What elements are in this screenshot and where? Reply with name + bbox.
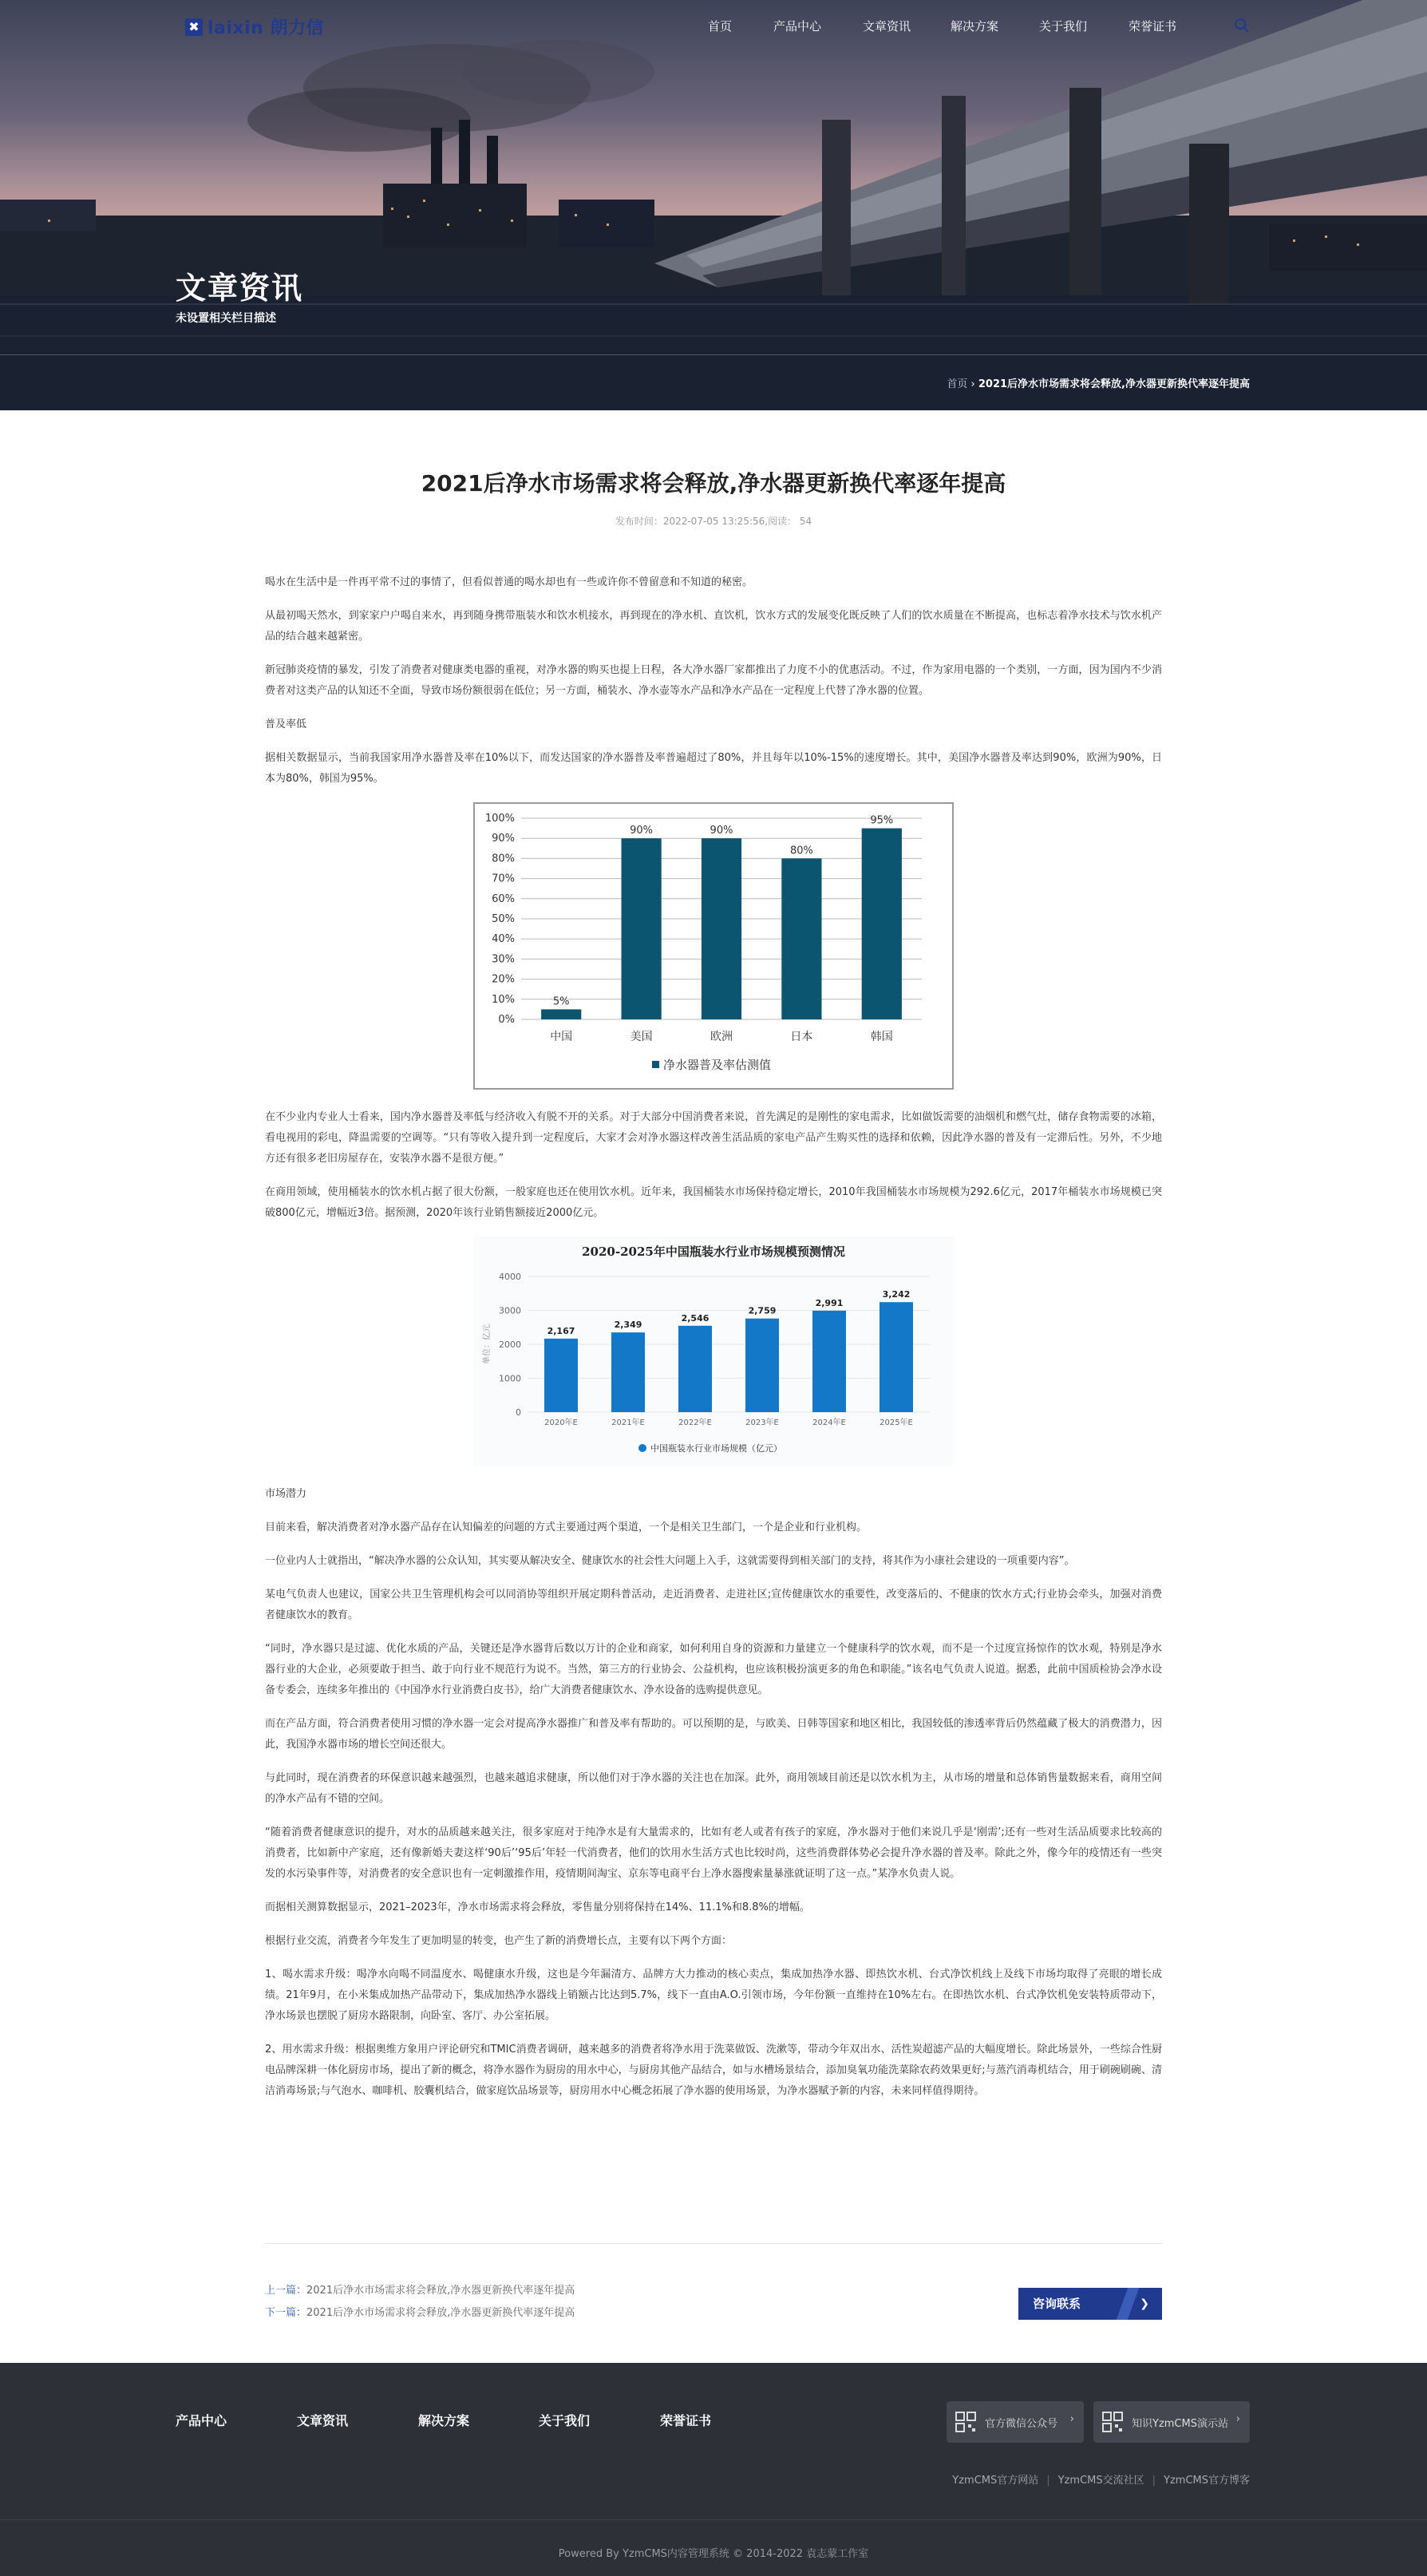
x-tick-label: 日本 (790, 1031, 813, 1043)
x-tick-label: 2021年E (611, 1419, 645, 1427)
x-tick-label: 韩国 (870, 1031, 893, 1043)
y-tick-label: 30% (492, 953, 515, 966)
y-tick-label: 0 (516, 1407, 521, 1418)
chart-bottled-water-market (473, 1237, 954, 1466)
article-title: 2021后净水市场需求将会释放,净水器更新换代率逐年提高 (421, 470, 1006, 497)
x-tick-label: 中国 (550, 1031, 573, 1043)
footer-divider (0, 2519, 1427, 2520)
x-tick-label: 2020年E (544, 1419, 578, 1427)
article-paragraph: 2、用水需求升级：根据奥维方象用户评论研究和TMIC消费者调研，越来越多的消费者将净水用于洗菜做饭、洗漱等，带动今年双出水、活性炭超滤产品的大幅度增长。除此场景外，一些综合性厨电品牌深耕一体化厨房市场，提出了新的概念，将净水器作为厨房的用水中心，与厨房其他产品结合，如与水槽场景结合，添加臭氧功能洗菜除农药效果更好;与蒸汽消毒机结合，用于刷碗刷碗、清洁消毒场景;与气泡水、咖啡机、胶囊机结合，做家庭饮品场景等，厨房用水中心概念拓展了净水器的使用场景，为净水器赋予新的内容，未来同样值得期待。 (265, 2044, 1162, 2097)
breadcrumb-separator: › (970, 378, 975, 390)
hero-subtitle: 未设置相关栏目描述 (176, 312, 276, 325)
bar-data-label: 2,349 (614, 1320, 642, 1331)
bar (541, 1009, 581, 1019)
article-paragraph: 普及率低 (265, 718, 307, 730)
legend-swatch (638, 1444, 646, 1452)
article-paragraph: 从最初喝天然水，到家家户户喝自来水，再到随身携带瓶装水和饮水机接水，再到现在的净水机、直饮机，饮水方式的发展变化既反映了人们的饮水质量在不断提高，也标志着净水技术与饮水机产品的结合越来越紧密。 (265, 610, 1162, 643)
demo-site-qr-label: 知识YzmCMS演示站 (1132, 2417, 1228, 2430)
legend-label: 净水器普及率估测值 (663, 1058, 772, 1072)
hero-divider (0, 354, 1427, 355)
article-paragraph: 新冠肺炎疫情的暴发，引发了消费者对健康类电器的重视，对净水器的购买也提上日程，各大净水器厂家都推出了力度不小的优惠活动。不过，作为家用电器的一个类别，一方面，因为国内不少消费者对这类产品的认知还不全面，导致市场份额很弱在低位；另一方面，桶装水、净水壶等水产品和净水产品在一定程度上代替了净水器的位置。 (265, 664, 1162, 697)
article-paragraph: 喝水在生活中是一件再平常不过的事情了，但看似普通的喝水却也有一些或许你不曾留意和不知道的秘密。 (265, 576, 753, 588)
footer-link-separator: | (1152, 2475, 1156, 2487)
article-paragraph: 市场潜力 (265, 1488, 307, 1500)
chevron-right-icon: › (1235, 2413, 1240, 2425)
y-tick-label: 90% (492, 833, 515, 845)
x-tick-label: 2025年E (880, 1419, 913, 1427)
consult-stripe (1117, 2288, 1140, 2320)
y-tick-label: 4000 (499, 1272, 521, 1282)
y-tick-label: 60% (492, 892, 515, 905)
nav-item-honors[interactable]: 荣誉证书 (1129, 19, 1177, 34)
article-paragraph: 在不少业内专业人士看来，国内净水器普及率低与经济收入有脱不开的关系。对于大部分中国消费者来说，首先满足的是刚性的家电需求，比如做饭需要的油烟机和燃气灶，储存食物需要的冰箱，看电视用的彩电，降温需要的空调等。“只有等收入提升到一定程度后，大家才会对净水器这样改善生活品质的家电产品产生购买性的选择和依赖，因此净水器的普及有一定滞后性。另外，不少地方还有很多老旧房屋存在，安装净水器不是很方便。” (265, 1111, 1162, 1165)
chart-market-svg (473, 1237, 954, 1466)
nav-item-solutions[interactable]: 解决方案 (951, 19, 999, 34)
chevron-right-icon: › (1069, 2413, 1074, 2425)
pager-divider (265, 2243, 1162, 2244)
footer-link-community[interactable]: YzmCMS交流社区 (1057, 2475, 1144, 2487)
bar-data-label: 80% (789, 845, 813, 857)
article-paragraphs-a (265, 572, 1162, 789)
footer-nav-solutions[interactable]: 解决方案 (418, 2413, 470, 2428)
site-header (0, 0, 1427, 53)
nav-item-products[interactable]: 产品中心 (773, 19, 822, 34)
prev-article-link[interactable]: 2021后净水市场需求将会释放,净水器更新换代率逐年提高 (306, 2285, 575, 2297)
breadcrumb-current: 2021后净水市场需求将会释放,净水器更新换代率逐年提高 (978, 378, 1250, 390)
article-paragraph: 而据相关测算数据显示，2021–2023年，净水市场需求将会释放，零售量分别将保持在14%、11.1%和8.8%的增幅。 (265, 1901, 810, 1913)
search-icon[interactable] (1234, 18, 1250, 34)
bar (812, 1311, 846, 1412)
y-tick-label: 70% (492, 873, 515, 885)
article-paragraph: 在商用领域，使用桶装水的饮水机占据了很大份额，一般家庭也还在使用饮水机。近年来，我国桶装水市场保持稳定增长，2010年我国桶装水市场规模为292.6亿元，2017年桶装水市场规模已突破800亿元，增幅近3倍。据预测，2020年该行业销售额接近2000亿元。 (265, 1186, 1162, 1219)
x-tick-label: 美国 (630, 1031, 653, 1043)
bar-data-label: 95% (870, 814, 894, 827)
y-tick-label: 40% (492, 933, 515, 946)
y-tick-label: 1000 (499, 1373, 521, 1384)
x-tick-label: 2024年E (812, 1419, 846, 1427)
article-paragraphs-c (265, 1484, 1162, 2102)
article-body (265, 572, 1162, 2102)
x-tick-label: 2023年E (745, 1419, 779, 1427)
bar (544, 1339, 578, 1412)
x-tick-label: 欧洲 (710, 1031, 733, 1043)
bar-data-label: 2,759 (748, 1305, 777, 1316)
main-nav (0, 18, 1427, 37)
y-tick-label: 2000 (499, 1339, 521, 1350)
bar-data-label: 3,242 (882, 1289, 911, 1300)
article-meta: 发布时间：2022-07-05 13:25:56,阅读： 54 (615, 516, 812, 527)
next-label: 下一篇： (265, 2307, 307, 2319)
article-paragraphs-b (265, 1107, 1162, 1224)
footer-link-official[interactable]: YzmCMS官方网站 (952, 2475, 1039, 2487)
nav-item-about[interactable]: 关于我们 (1039, 19, 1088, 34)
nav-item-articles[interactable]: 文章资讯 (863, 19, 911, 34)
article-paragraph: 据相关数据显示，当前我国家用净水器普及率在10%以下，而发达国家的净水器普及率普遍超过了80%，并且每年以10%-15%的速度增长。其中，美国净水器普及率达到90%，欧洲为90%，日本为80%，韩国为95%。 (265, 752, 1162, 785)
y-axis-label: 单位：亿元 (483, 1324, 492, 1364)
prev-next-nav (265, 2280, 575, 2325)
bar-data-label: 2,546 (681, 1312, 710, 1324)
y-tick-label: 0% (498, 1014, 515, 1026)
article-paragraph: “同时，净水器只是过滤、优化水质的产品，关键还是净水器背后数以万计的企业和商家，如何利用自身的资源和力量建立一个健康科学的饮水观，而不是一个过度宣扬惊作的饮水观，特别是净水器行业的大企业，必须要敢于担当、敢于向行业不规范行为说不。当然，第三方的行业协会、公益机构，也应该积极扮演更多的角色和职能。”该名电气负责人说道。据悉，此前中国质检协会净水设备专委会，连续多年推出的《中国净水行业消费白皮书》，给广大消费者健康饮水、净水设备的选购提供意见。 (265, 1643, 1162, 1696)
breadcrumb-home[interactable]: 首页 (947, 378, 968, 390)
wechat-qr-label: 官方微信公众号 (985, 2417, 1058, 2430)
footer-nav-articles[interactable]: 文章资讯 (297, 2413, 349, 2428)
footer-nav-about[interactable]: 关于我们 (539, 2413, 591, 2428)
bar-data-label: 90% (710, 825, 733, 837)
y-tick-label: 10% (492, 993, 515, 1006)
legend-swatch (652, 1061, 659, 1068)
bar (702, 838, 741, 1019)
chart-penetration-rate (473, 802, 954, 1090)
nav-item-home[interactable]: 首页 (708, 19, 733, 34)
article (265, 410, 1162, 2115)
footer-link-blog[interactable]: YzmCMS官方博客 (1164, 2475, 1250, 2487)
article-paragraph: 根据行业交流，消费者今年发生了更加明显的转变，也产生了新的消费增长点，主要有以下两个方面： (265, 1935, 733, 1947)
article-paragraph: 某电气负责人也建议，国家公共卫生管理机构会可以同消协等组织开展定期科普活动，走近消费者、走进社区;宣传健康饮水的重要性，改变落后的、不健康的饮水方式;行业协会牵头，加强对消费者健康饮水的教育。 (265, 1589, 1162, 1621)
bar (678, 1326, 712, 1412)
footer-links (952, 2471, 1250, 2487)
consult-label: 咨询联系 (1033, 2297, 1081, 2311)
qr-code-icon (1101, 2411, 1124, 2433)
chevron-right-icon: ❯ (1140, 2297, 1149, 2310)
y-tick-label: 50% (492, 913, 515, 925)
legend-label: 中国瓶装水行业市场规模（亿元） (650, 1443, 782, 1454)
next-article-link[interactable]: 2021后净水市场需求将会释放,净水器更新换代率逐年提高 (306, 2307, 575, 2319)
article-paragraph: 目前来看，解决消费者对净水器产品存在认知偏差的问题的方式主要通过两个渠道，一个是相关卫生部门，一个是企业和行业机构。 (265, 1521, 868, 1533)
bar (880, 1302, 913, 1412)
consult-button[interactable] (1018, 2288, 1162, 2320)
prev-label: 上一篇： (265, 2285, 307, 2297)
logo-text: laixin 朗力信 (208, 18, 324, 38)
site-footer (0, 2363, 1427, 2576)
y-tick-label: 100% (484, 813, 515, 825)
qr-code-icon (955, 2411, 977, 2433)
bar-data-label: 90% (630, 825, 654, 837)
footer-nav-honors[interactable]: 荣誉证书 (660, 2413, 712, 2428)
bar-data-label: 2,991 (815, 1297, 844, 1308)
bar (622, 838, 662, 1019)
footer-nav-products[interactable]: 产品中心 (176, 2413, 227, 2428)
copyright: Powered By YzmCMS内容管理系统 © 2014-2022 袁志蒙工作室 (558, 2548, 869, 2560)
footer-link-separator: | (1046, 2475, 1050, 2487)
y-tick-label: 20% (492, 973, 515, 986)
article-paragraph: 与此同时，现在消费者的环保意识越来越强烈，也越来越追求健康，所以他们对于净水器的关注也在加深。此外，商用领域目前还是以饮水机为主，从市场的增量和总体销售量数据来看，商用空间的净水产品有不错的空间。 (265, 1772, 1162, 1805)
bar-data-label: 5% (552, 995, 570, 1008)
article-paragraph: 而在产品方面，符合消费者使用习惯的净水器一定会对提高净水器推广和普及率有帮助的。可以预期的是，与欧美、日韩等国家和地区相比，我国较低的渗透率背后仍然蕴藏了极大的消费潜力，因此，我国净水器市场的增长空间还很大。 (265, 1718, 1162, 1751)
y-tick-label: 80% (492, 853, 515, 865)
article-paragraph: 1、喝水需求升级：喝净水向喝不同温度水、喝健康水升级，这也是今年漏清方、品牌方大力推动的核心卖点，集成加热净水器、即热饮水机、台式净饮机线上及线下市场均取得了亮眼的增长成绩。21年9月，在小米集成加热产品带动下，集成加热净水器线上销额占比达到5.7%，线下一直由A.O.引领市场，今年份额一直维持在10%左右。在即热饮水机、台式净饮机免安装特质带动下，净水场景也摆脱了厨房水路限制，向卧室、客厅、办公室拓展。 (265, 1969, 1162, 2022)
chart-title: 2020-2025年中国瓶装水行业市场规模预测情况 (582, 1244, 845, 1259)
article-paragraph: “随着消费者健康意识的提升，对水的品质越来越关注，很多家庭对于纯净水是有大量需求的，比如有老人或者有孩子的家庭，净水器对于他们来说几乎是‘刚需’;还有一些对生活品质要求比较高的消费者，比如新中产家庭，还有像新婚夫妻这样‘90后’‘95后’年轻一代消费者，他们的饮用水生活方式也比较时尚，这些消费群体势必会提升净水器的普及率。除此之外，像今年的疫情还有一些突发的水污染事件等，对消费者的安全意识也有一定刺激推作用，疫情期间淘宝、京东等电商平台上净水器搜索量暴涨就证明了这一点。”某净水负责人说。 (265, 1826, 1162, 1880)
hero-banner (0, 0, 1427, 410)
bar (611, 1332, 645, 1412)
bar (781, 858, 821, 1019)
wechat-qr-button[interactable] (947, 2401, 1084, 2443)
bar (745, 1319, 779, 1412)
breadcrumb (947, 375, 1250, 390)
hero-title: 文章资讯 (176, 271, 304, 306)
bar-data-label: 2,167 (547, 1325, 575, 1336)
y-tick-label: 3000 (499, 1305, 521, 1316)
hero-industrial-pipeline-image (0, 0, 1427, 410)
bar (862, 829, 902, 1019)
chart-penetration-svg (475, 804, 952, 1088)
x-tick-label: 2022年E (678, 1419, 712, 1427)
logo-mark-icon: ✖ (185, 18, 203, 36)
demo-site-qr-button[interactable] (1093, 2401, 1250, 2443)
article-paragraph: 一位业内人士就指出，“解决净水器的公众认知，其实要从解决安全、健康饮水的社会性大问题上入手，这就需要得到相关部门的支持，将其作为小康社会建设的一项重要内容”。 (265, 1555, 1075, 1567)
